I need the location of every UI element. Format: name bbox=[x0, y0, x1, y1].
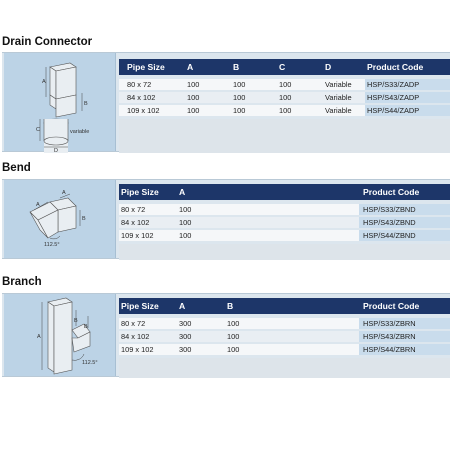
branch-panel bbox=[2, 293, 450, 377]
drain-connector-panel bbox=[2, 52, 450, 152]
table-header bbox=[119, 184, 450, 200]
col-header-pipe-size: Pipe Size bbox=[121, 301, 159, 311]
figure-label-angle: 112.5° bbox=[44, 242, 60, 248]
bend-diagram bbox=[4, 180, 116, 260]
cell-a: 100 bbox=[187, 93, 200, 102]
cell-b: 100 bbox=[227, 345, 240, 354]
cell-b: 100 bbox=[233, 106, 246, 115]
cell-b: 100 bbox=[233, 93, 246, 102]
figure-label-a: A bbox=[37, 334, 41, 340]
figure-label-a-left: A bbox=[36, 202, 40, 208]
cell-pipe-size: 109 x 102 bbox=[121, 231, 154, 240]
col-header-pipe-size: Pipe Size bbox=[127, 62, 165, 72]
cell-pipe-size: 80 x 72 bbox=[121, 319, 146, 328]
cell-d: Variable bbox=[325, 80, 352, 89]
table-row bbox=[119, 92, 450, 103]
branch-figure bbox=[4, 294, 116, 376]
col-header-b: B bbox=[227, 301, 234, 311]
cell-product-code: HSP/S43/ZBRN bbox=[359, 331, 450, 342]
table-row bbox=[119, 344, 450, 355]
cell-b: 100 bbox=[227, 319, 240, 328]
figure-label-b-left: B bbox=[74, 318, 78, 324]
figure-label-a: A bbox=[42, 79, 46, 85]
cell-a: 100 bbox=[179, 231, 192, 240]
branch-table bbox=[119, 298, 450, 378]
cell-pipe-size: 109 x 102 bbox=[121, 345, 154, 354]
col-header-a: A bbox=[179, 187, 186, 197]
cell-d: Variable bbox=[325, 106, 352, 115]
table-row bbox=[119, 79, 450, 90]
cell-b: 100 bbox=[233, 80, 246, 89]
section-title-bend: Bend bbox=[2, 162, 31, 174]
col-header-product-code: Product Code bbox=[363, 187, 420, 197]
cell-a: 300 bbox=[179, 319, 192, 328]
figure-label-b-right: B bbox=[84, 324, 88, 330]
cell-a: 100 bbox=[187, 80, 200, 89]
cell-a: 300 bbox=[179, 332, 192, 341]
col-header-a: A bbox=[187, 62, 194, 72]
cell-pipe-size: 84 x 102 bbox=[121, 332, 150, 341]
col-header-pipe-size: Pipe Size bbox=[121, 187, 159, 197]
cell-c: 100 bbox=[279, 93, 292, 102]
cell-product-code: HSP/S33/ZBND bbox=[359, 204, 450, 215]
cell-product-code: HSP/S44/ZBRN bbox=[359, 344, 450, 355]
cell-product-code: HSP/S43/ZBND bbox=[359, 217, 450, 228]
figure-label-variable: variable bbox=[70, 129, 90, 135]
col-header-d: D bbox=[325, 62, 332, 72]
cell-pipe-size: 84 x 102 bbox=[121, 218, 150, 227]
cell-pipe-size: 80 x 72 bbox=[127, 80, 152, 89]
cell-b: 100 bbox=[227, 332, 240, 341]
table-footer-space bbox=[119, 119, 450, 153]
cell-a: 300 bbox=[179, 345, 192, 354]
cell-product-code: HSP/S44/ZBND bbox=[359, 230, 450, 241]
bend-figure bbox=[4, 180, 116, 258]
table-row bbox=[119, 318, 450, 329]
cell-pipe-size: 84 x 102 bbox=[127, 93, 156, 102]
table-row bbox=[119, 204, 450, 215]
cell-product-code: HSP/S33/ZBRN bbox=[359, 318, 450, 329]
drain-connector-figure bbox=[4, 53, 116, 151]
table-row bbox=[119, 331, 450, 342]
cell-a: 100 bbox=[179, 205, 192, 214]
cell-c: 100 bbox=[279, 80, 292, 89]
figure-label-angle: 112.5° bbox=[82, 360, 98, 366]
figure-label-b: B bbox=[84, 101, 88, 107]
cell-pipe-size: 80 x 72 bbox=[121, 205, 146, 214]
table-header bbox=[119, 298, 450, 314]
col-header-c: C bbox=[279, 62, 286, 72]
figure-label-d: D bbox=[54, 148, 58, 153]
cell-d: Variable bbox=[325, 93, 352, 102]
bend-table bbox=[119, 184, 450, 260]
cell-product-code: HSP/S33/ZADP bbox=[365, 79, 450, 90]
table-row bbox=[119, 105, 450, 116]
col-header-a: A bbox=[179, 301, 186, 311]
cell-a: 100 bbox=[187, 106, 200, 115]
col-header-product-code: Product Code bbox=[363, 301, 420, 311]
figure-label-b: B bbox=[82, 216, 86, 222]
bend-panel bbox=[2, 179, 450, 259]
drain-connector-diagram bbox=[4, 53, 116, 153]
section-title-branch: Branch bbox=[2, 276, 42, 288]
table-row bbox=[119, 217, 450, 228]
col-header-product-code: Product Code bbox=[367, 62, 424, 72]
cell-c: 100 bbox=[279, 106, 292, 115]
figure-label-a-top: A bbox=[62, 190, 66, 196]
cell-product-code: HSP/S44/ZADP bbox=[365, 105, 450, 116]
table-row bbox=[119, 230, 450, 241]
cell-pipe-size: 109 x 102 bbox=[127, 106, 160, 115]
table-footer-space bbox=[119, 244, 450, 260]
branch-diagram bbox=[4, 294, 116, 378]
table-footer-space bbox=[119, 358, 450, 378]
section-title-drain-connector: Drain Connector bbox=[2, 36, 93, 48]
col-header-b: B bbox=[233, 62, 240, 72]
figure-label-c: C bbox=[36, 127, 40, 133]
table-header bbox=[119, 59, 450, 75]
cell-product-code: HSP/S43/ZADP bbox=[365, 92, 450, 103]
drain-connector-table bbox=[119, 59, 450, 153]
cell-a: 100 bbox=[179, 218, 192, 227]
